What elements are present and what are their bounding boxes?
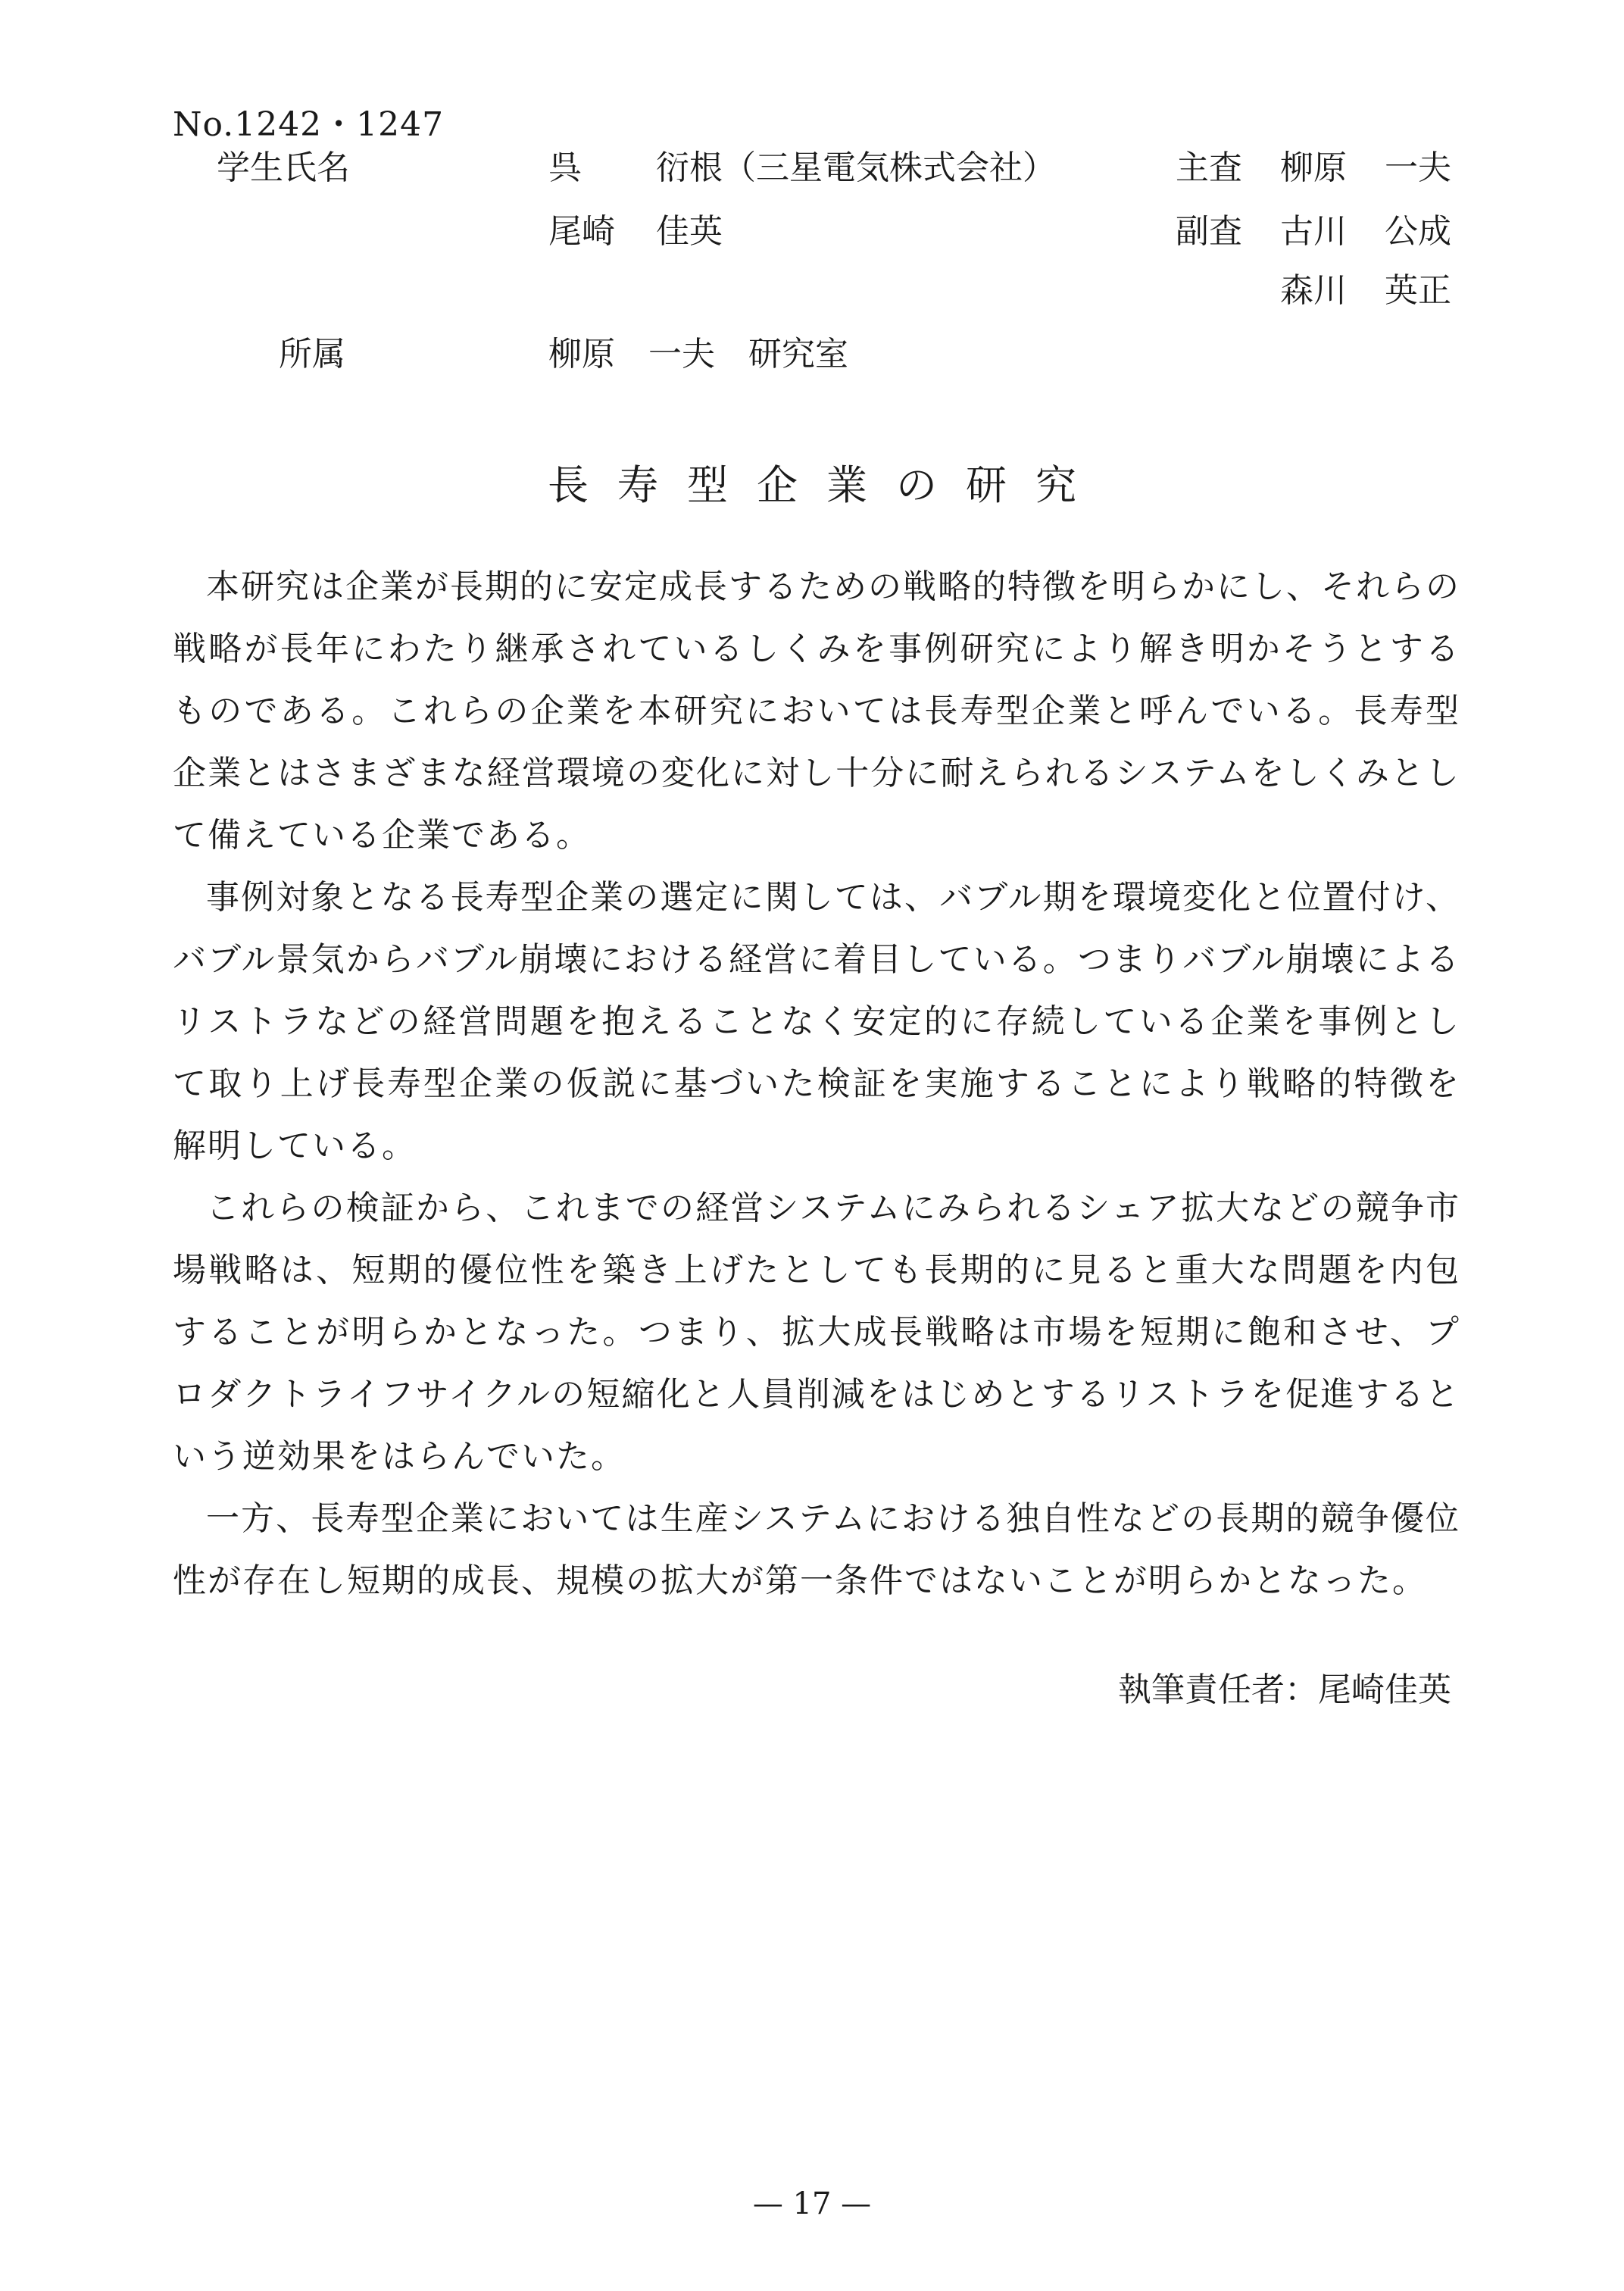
document-number: No.1242・1247 [173, 105, 445, 144]
student-1-given-name: 衍根（三星電気株式会社） [656, 148, 1056, 187]
chief-examiner-given-name: 一夫 [1385, 148, 1451, 187]
paragraph: 本研究は企業が長期的に安定成長するための戦略的特徴を明らかにし、それらの戦略が長年にわたり継承されているしくみを事例研究により解き明かそうとするものである。これらの企業を本研究においては長寿型企業と呼んでいる。長寿型企業とはさまざまな経営環境の変化に対し十分に耐えられるシステムをしくみとして備えている企業である。 [173, 567, 1460, 855]
paragraph: これらの検証から、これまでの経営システムにみられるシェア拡大などの競争市場戦略は、短期的優位性を築き上げたとしても長期的に見ると重大な問題を内包することが明らかとなった。つまり、拡大成長戦略は市場を短期に飽和させ、プロダクトライフサイクルの短縮化と人員削減をはじめとするリストラを促進するという逆効果をはらんでいた。 [173, 1189, 1460, 1476]
chief-examiner-label: 主査 [1176, 148, 1242, 187]
abstract-body [173, 556, 1460, 1612]
student-2-given-name: 佳英 [656, 212, 723, 251]
student-1-surname: 呉 [548, 148, 582, 187]
paragraph: 一方、長寿型企業においては生産システムにおける独自性などの長期的競争優位性が存在し短期的成長、規模の拡大が第一条件ではないことが明らかとなった。 [173, 1499, 1460, 1600]
student-2-surname: 尾崎 [548, 212, 615, 251]
student-name-label: 学生氏名 [217, 148, 350, 187]
affiliation-value: 柳原 一夫 研究室 [548, 335, 848, 373]
sub-examiner-2-given-name: 英正 [1385, 271, 1451, 310]
sub-examiner-2-surname: 森川 [1280, 271, 1347, 310]
paragraph: 事例対象となる長寿型企業の選定に関しては、バブル期を環境変化と位置付け、バブル景気からバブル崩壊における経営に着目している。つまりバブル崩壊によるリストラなどの経営問題を抱えることなく安定的に存続している企業を事例として取り上げ長寿型企業の仮説に基づいた検証を実施することにより戦略的特徴を解明している。 [173, 878, 1460, 1165]
sub-examiner-1-surname: 古川 [1280, 212, 1347, 251]
document-title: 長寿型企業の研究 [548, 461, 1105, 509]
sub-examiner-1-given-name: 公成 [1385, 212, 1451, 251]
chief-examiner-surname: 柳原 [1280, 148, 1347, 187]
sub-examiner-label: 副査 [1176, 212, 1242, 251]
affiliation-label: 所属 [279, 335, 345, 373]
page-number: — 17 — [752, 2186, 872, 2221]
author-line: 執筆責任者：尾崎佳英 [1118, 1671, 1451, 1709]
